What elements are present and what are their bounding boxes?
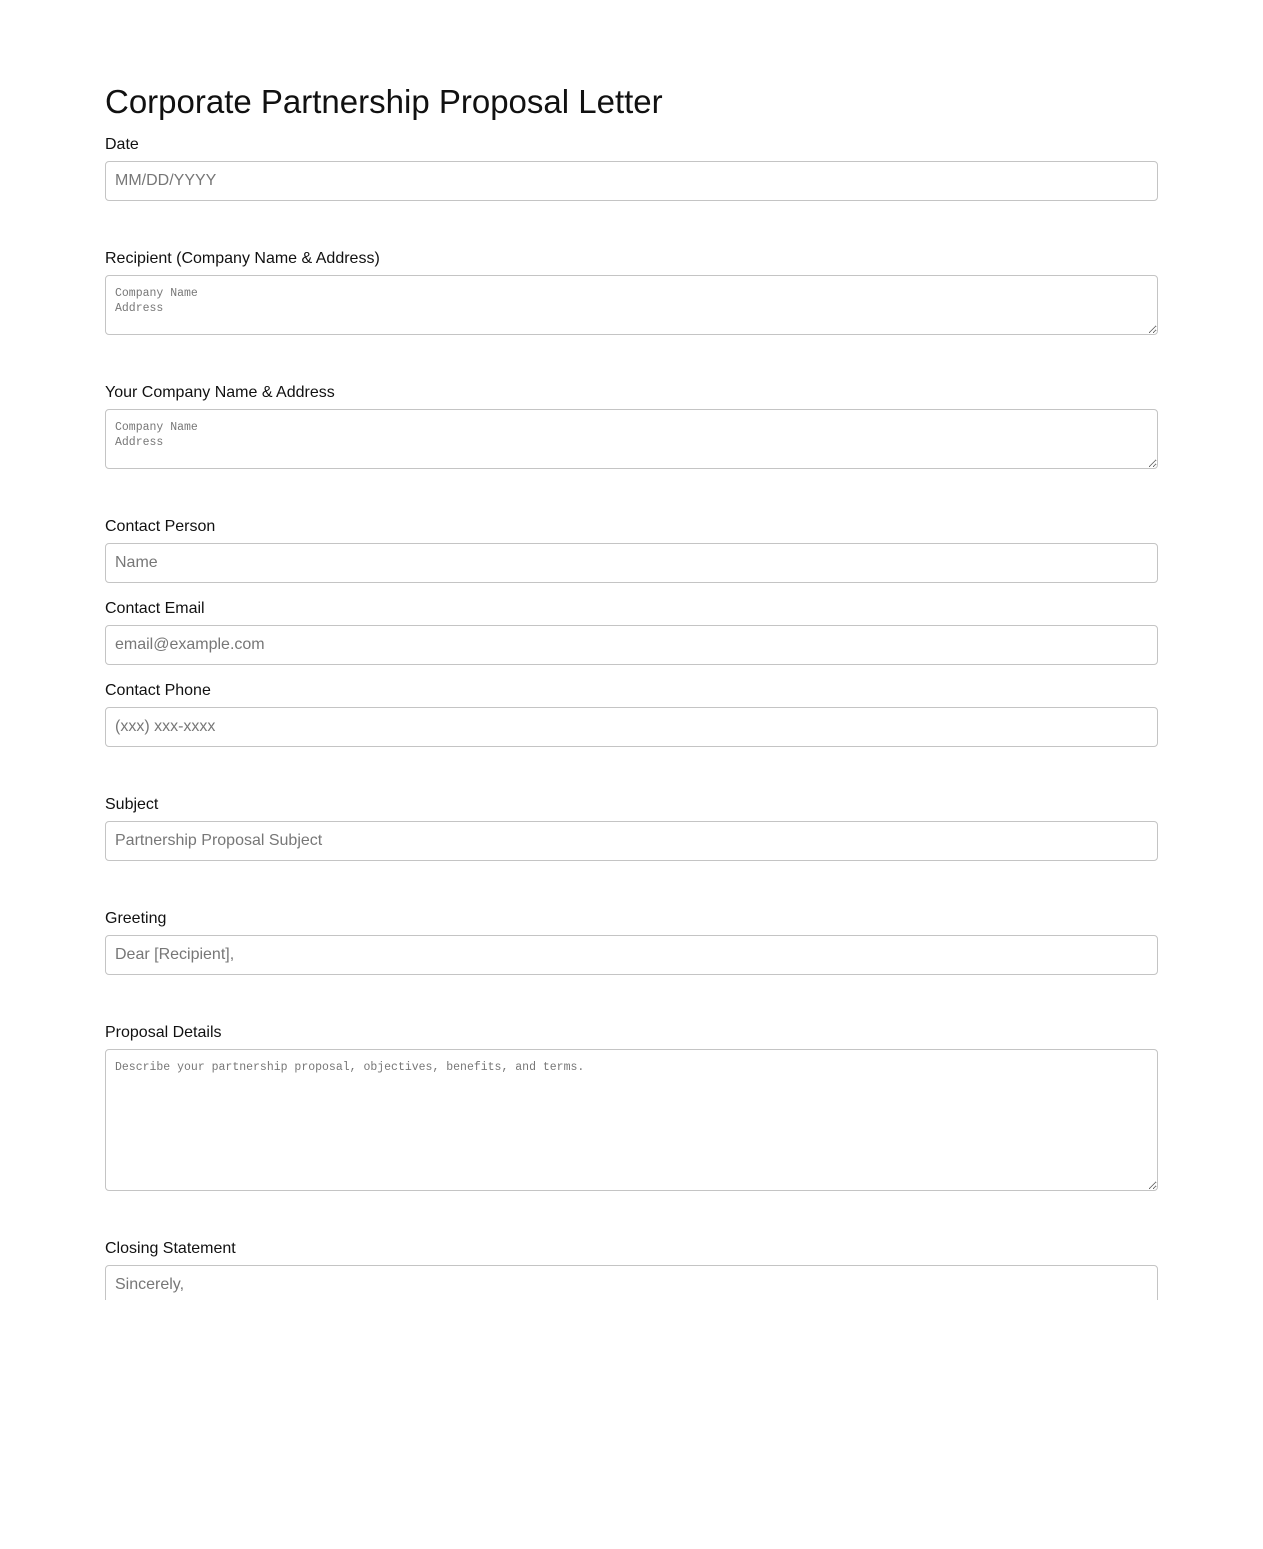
proposal-details-label: Proposal Details — [105, 1024, 222, 1041]
your-company-label: Your Company Name & Address — [105, 384, 335, 401]
subject-input[interactable] — [105, 821, 1158, 861]
your-company-textarea[interactable] — [105, 409, 1158, 469]
date-input[interactable] — [105, 161, 1158, 201]
greeting-input[interactable] — [105, 935, 1158, 975]
contact-phone-input[interactable] — [105, 707, 1158, 747]
contact-person-label: Contact Person — [105, 518, 216, 535]
proposal-form — [105, 0, 1158, 1300]
closing-statement-input[interactable] — [105, 1265, 1158, 1300]
contact-person-input[interactable] — [105, 543, 1158, 583]
contact-phone-label: Contact Phone — [105, 682, 211, 699]
recipient-textarea[interactable] — [105, 275, 1158, 335]
page-title: Corporate Partnership Proposal Letter — [105, 83, 663, 120]
contact-email-input[interactable] — [105, 625, 1158, 665]
proposal-details-textarea[interactable] — [105, 1049, 1158, 1191]
subject-label: Subject — [105, 796, 159, 813]
date-label: Date — [105, 136, 139, 153]
recipient-label: Recipient (Company Name & Address) — [105, 250, 380, 267]
contact-email-label: Contact Email — [105, 600, 205, 617]
greeting-label: Greeting — [105, 910, 167, 927]
closing-statement-label: Closing Statement — [105, 1240, 236, 1257]
